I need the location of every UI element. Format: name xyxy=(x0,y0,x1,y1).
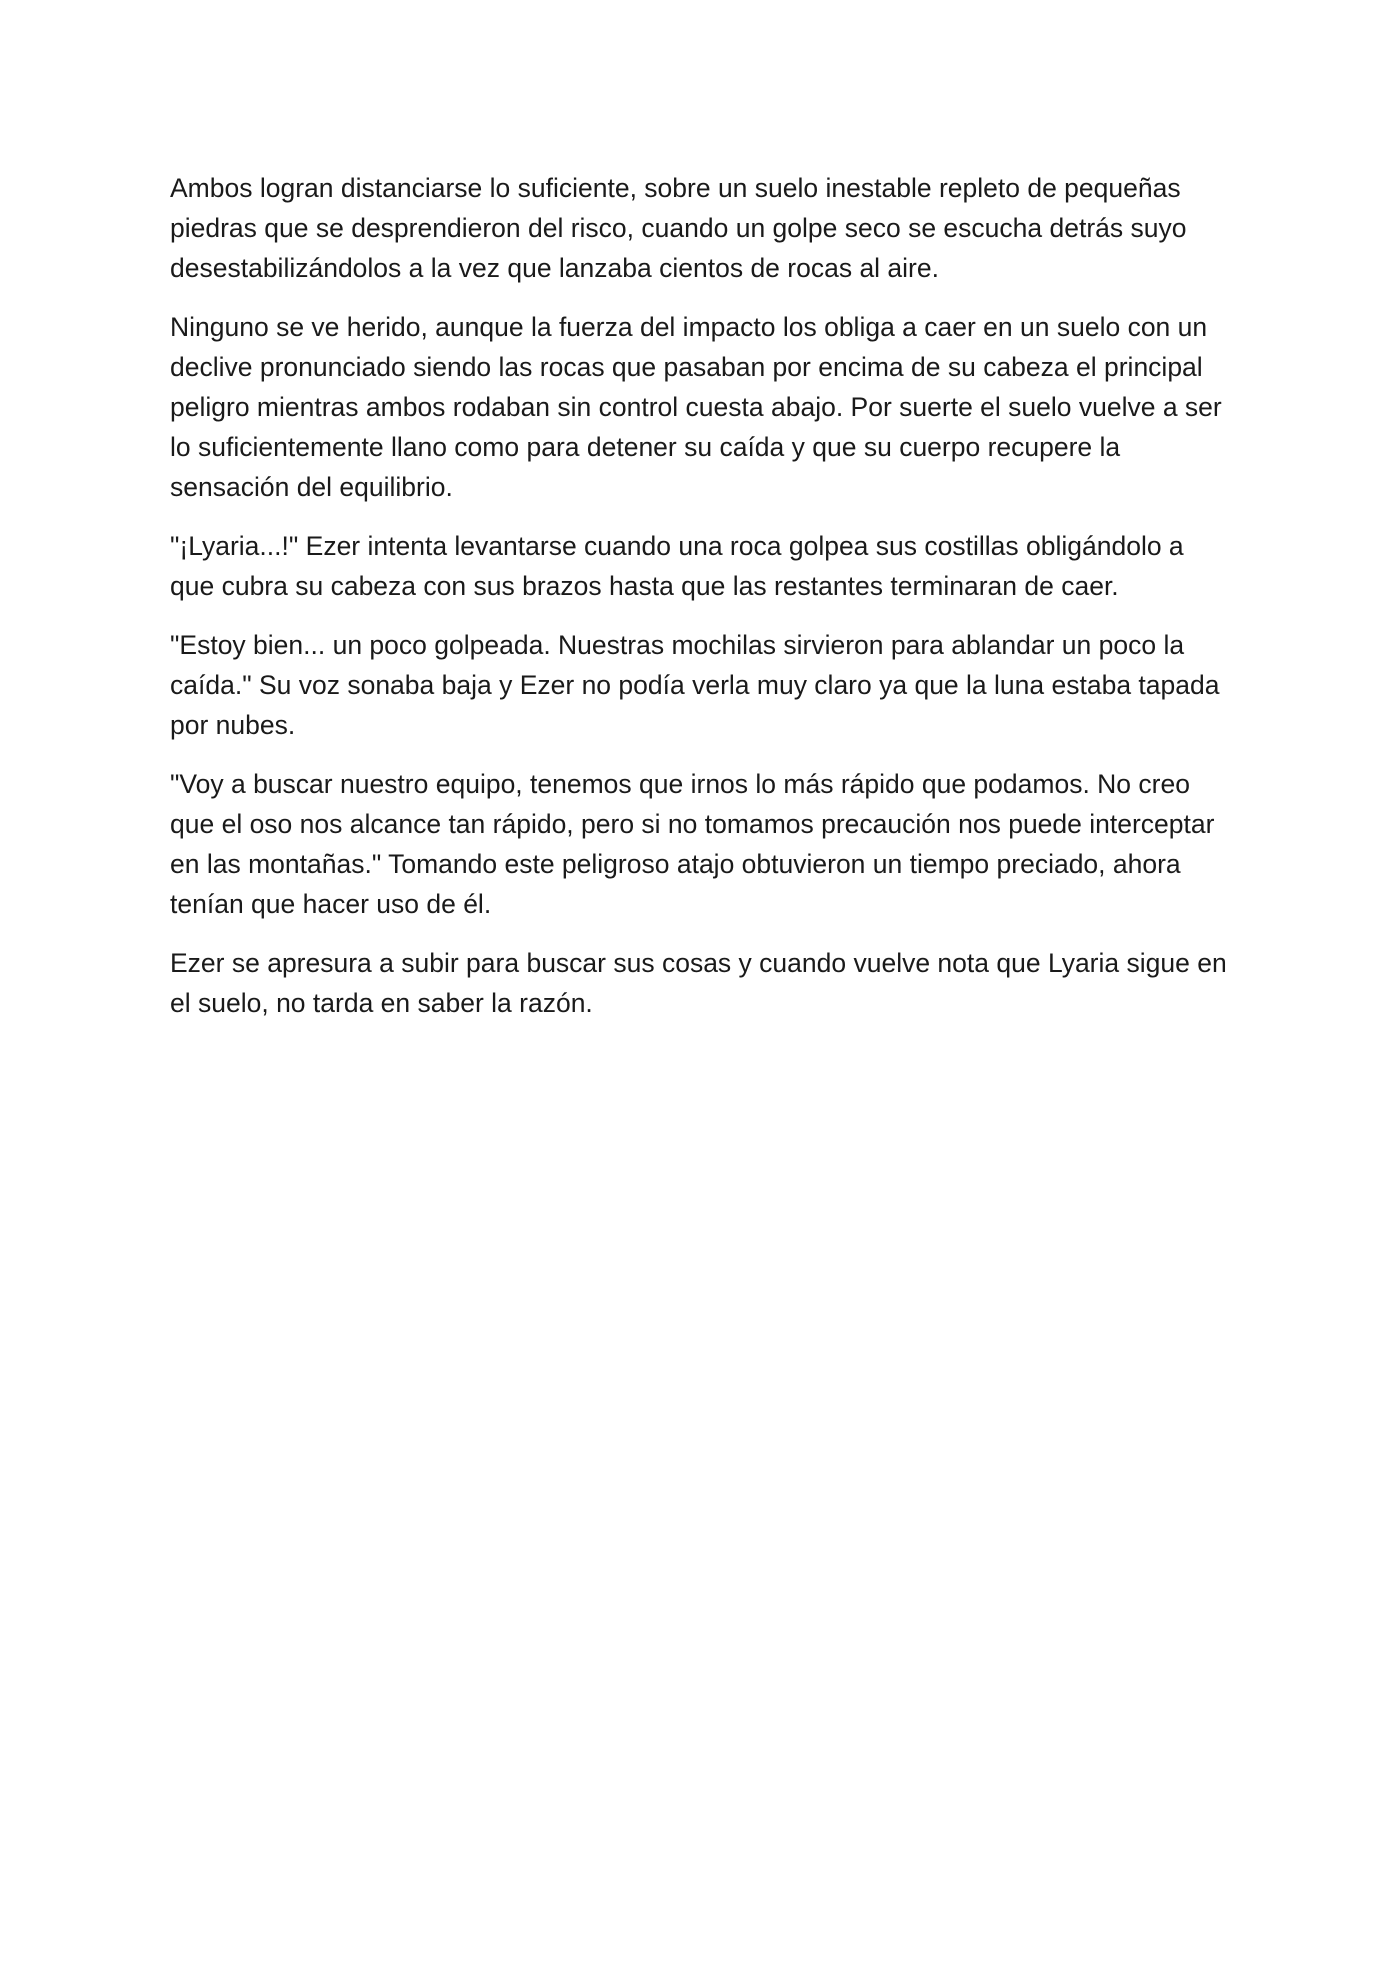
paragraph-5: "Voy a buscar nuestro equipo, tenemos que irnos lo más rápido que podamos. No creo que el oso nos alcance tan rápido, pero si no tomamos precaución nos puede interceptar en las montañas." Tomando este peligroso atajo obtuvieron un tiempo preciado, ahora tenían que hacer uso de él. xyxy=(170,769,1215,919)
paragraph-4: "Estoy bien... un poco golpeada. Nuestras mochilas sirvieron para ablandar un poco la caída." Su voz sonaba baja y Ezer no podía verla muy claro ya que la luna estaba tapada por nubes. xyxy=(170,630,1220,740)
paragraph-1: Ambos logran distanciarse lo suficiente, sobre un suelo inestable repleto de pequeñas piedras que se desprendieron del risco, cuando un golpe seco se escucha detrás suyo desestabilizándolos a la vez que lanzaba cientos de rocas al aire. xyxy=(170,173,1187,283)
body-text xyxy=(170,168,1230,1042)
paragraph-2: Ninguno se ve herido, aunque la fuerza del impacto los obliga a caer en un suelo con un declive pronunciado siendo las rocas que pasaban por encima de su cabeza el principal peligro mientras ambos rodaban sin control cuesta abajo. Por suerte el suelo vuelve a ser lo suficientemente llano como para detener su caída y que su cuerpo recupere la sensación del equilibrio. xyxy=(170,312,1222,502)
paragraph-6: Ezer se apresura a subir para buscar sus cosas y cuando vuelve nota que Lyaria sigue en el suelo, no tarda en saber la razón. xyxy=(170,948,1227,1018)
paragraph-3: "¡Lyaria...!" Ezer intenta levantarse cuando una roca golpea sus costillas obligándolo a que cubra su cabeza con sus brazos hasta que las restantes terminaran de caer. xyxy=(170,531,1184,601)
